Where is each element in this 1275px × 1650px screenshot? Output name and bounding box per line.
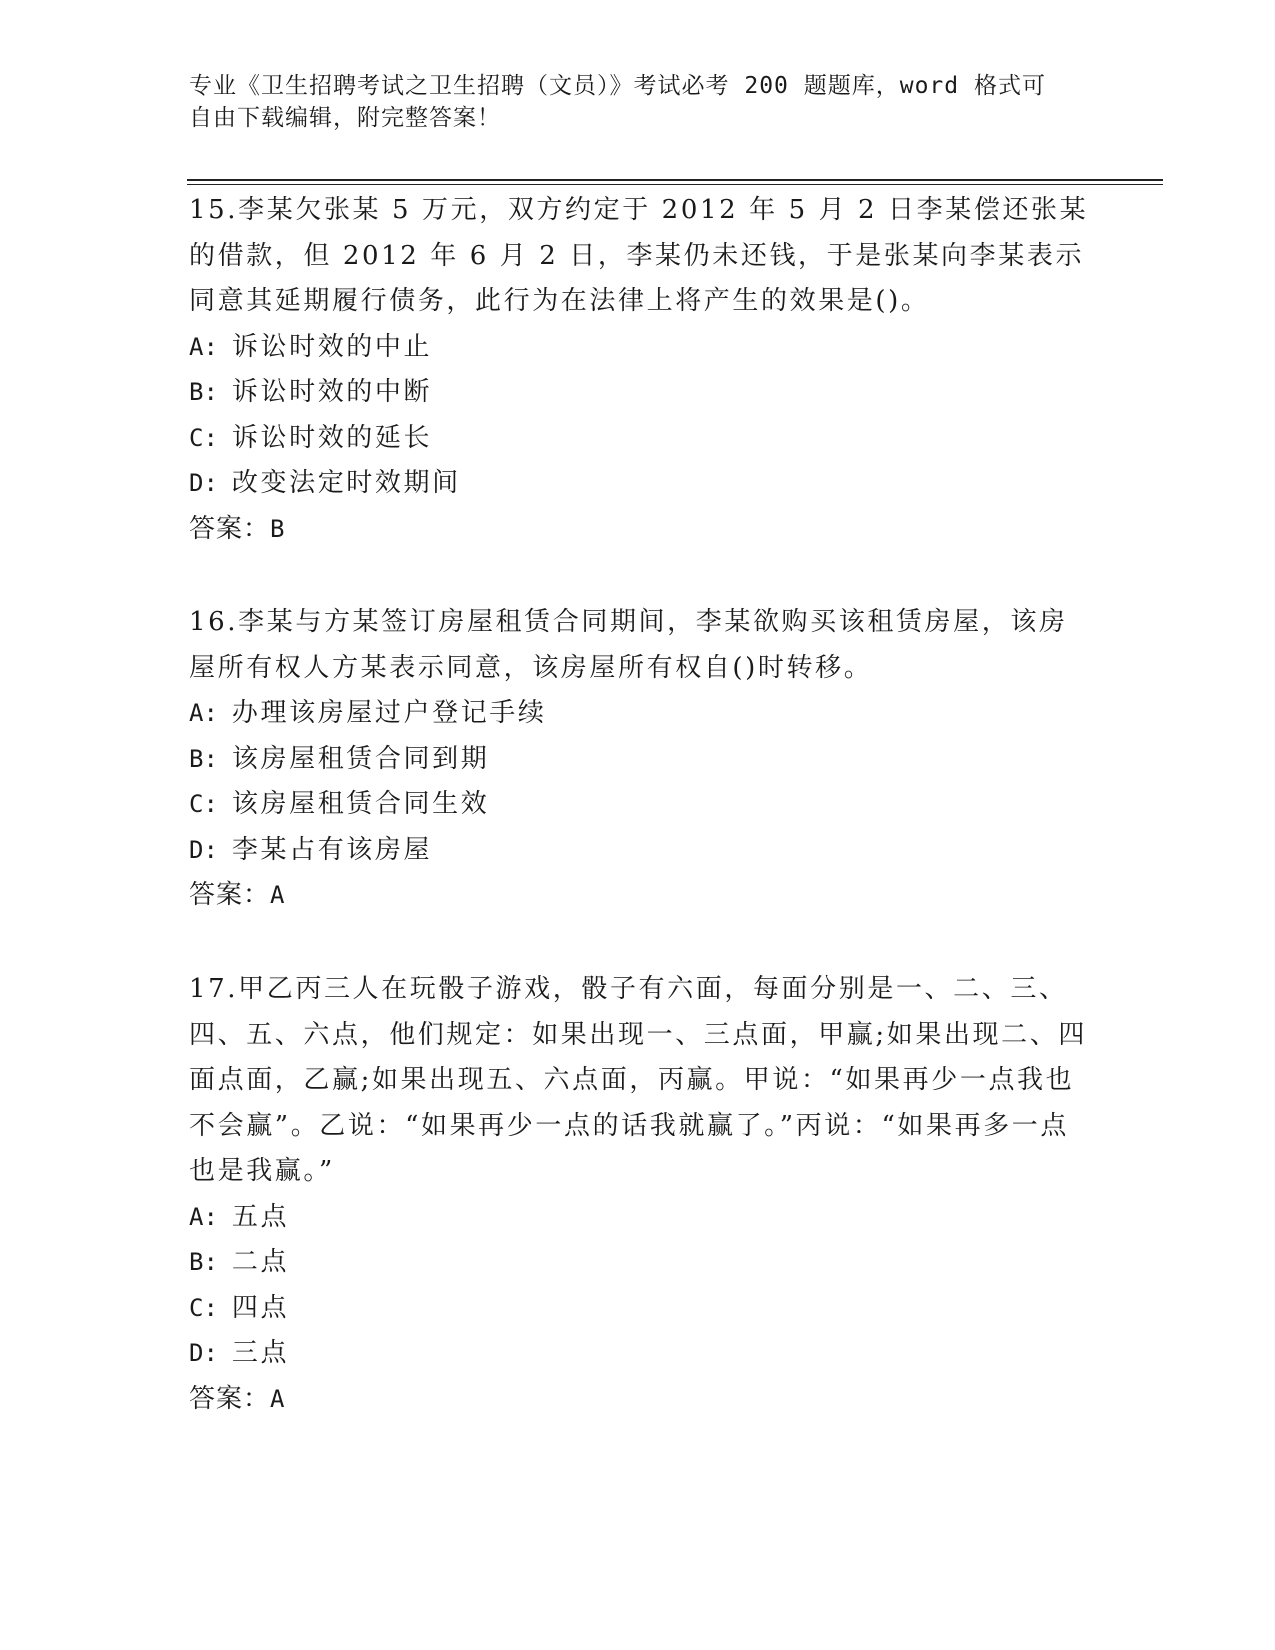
answer-line (189, 507, 1089, 553)
question-stem: 15.李某欠张某 5 万元，双方约定于 2012 年 5 月 2 日李某偿还张某的借款，但 2012 年 6 月 2 日，李某仍未还钱，于是张某向李某表示同意其延期履行债务，此行为在法律上将产生的效果是()。 (189, 195, 1089, 316)
option-text: 诉讼时效的中断 (231, 377, 433, 407)
option-b (189, 370, 1089, 416)
option-a (189, 325, 1089, 371)
option-separator: : (203, 378, 218, 406)
option-text: 诉讼时效的延长 (231, 422, 433, 453)
option-separator: : (203, 1248, 218, 1276)
option-text: 改变法定时效期间 (231, 468, 461, 498)
option-key: D (189, 835, 204, 864)
answer-line (189, 1377, 1089, 1423)
option-text: 三点 (231, 1338, 290, 1368)
option-separator: : (203, 469, 218, 497)
option-text: 该房屋租赁合同生效 (231, 789, 490, 819)
answer-label: 答案： (189, 513, 271, 544)
option-key: D (189, 469, 204, 497)
question-stem: 17.甲乙丙三人在玩骰子游戏，骰子有六面，每面分别是一、二、三、四、五、六点，他们规定：如果出现一、三点面，甲赢;如果出现二、四面点面，乙赢;如果出现五、六点面，丙赢。甲说：“如果再少一点我也不会赢”。乙说：“如果再少一点的话我就赢了。”丙说：“如果再多一点也是我赢。” (189, 974, 1087, 1186)
option-separator: : (203, 1339, 218, 1367)
answer-label: 答案： (189, 880, 271, 910)
option-key: B (189, 1248, 204, 1276)
option-b (189, 737, 1089, 783)
header-divider-thick (187, 179, 1163, 181)
option-key: B (189, 744, 204, 773)
option-text: 该房屋租赁合同到期 (231, 743, 490, 774)
question-17 (189, 967, 1089, 1422)
option-key: A (189, 1202, 204, 1231)
answer-value: B (270, 514, 286, 543)
option-d (189, 461, 1089, 507)
answer-label: 答案： (189, 1383, 271, 1414)
option-separator: : (203, 1202, 218, 1231)
option-key: C (189, 423, 204, 452)
option-separator: : (203, 699, 218, 727)
option-separator: : (203, 423, 218, 452)
option-text: 二点 (231, 1247, 290, 1277)
option-key: A (189, 332, 204, 361)
option-text: 李某占有该房屋 (231, 834, 433, 865)
option-text: 办理该房屋过户登记手续 (231, 698, 547, 728)
option-c (189, 1286, 1089, 1332)
option-c (189, 782, 1089, 828)
option-text: 五点 (231, 1201, 290, 1232)
option-key: C (189, 790, 204, 818)
option-separator: : (203, 790, 218, 818)
option-d (189, 828, 1089, 874)
question-16 (189, 600, 1089, 919)
option-c (189, 416, 1089, 462)
question-stem: 16.李某与方某签订房屋租赁合同期间，李某欲购买该租赁房屋，该房屋所有权人方某表示同意，该房屋所有权自()时转移。 (189, 607, 1068, 683)
option-d (189, 1331, 1089, 1377)
option-separator: : (203, 1293, 218, 1322)
option-text: 诉讼时效的中止 (231, 331, 433, 362)
option-a (189, 1195, 1089, 1241)
question-15 (189, 188, 1089, 552)
option-separator: : (203, 744, 218, 773)
option-key: D (189, 1339, 204, 1367)
document-header: 专业《卫生招聘考试之卫生招聘（文员）》考试必考 200 题题库，word 格式可自由下载编辑，附完整答案！ (189, 73, 1046, 131)
option-key: C (189, 1293, 204, 1322)
answer-value: A (270, 1384, 286, 1413)
answer-line (189, 873, 1089, 919)
header-divider-thin (187, 184, 1163, 185)
option-key: A (189, 699, 204, 727)
option-separator: : (203, 835, 218, 864)
option-b (189, 1240, 1089, 1286)
option-key: B (189, 378, 204, 406)
option-a (189, 691, 1089, 737)
option-text: 四点 (231, 1292, 290, 1323)
answer-value: A (270, 881, 286, 909)
option-separator: : (203, 332, 218, 361)
